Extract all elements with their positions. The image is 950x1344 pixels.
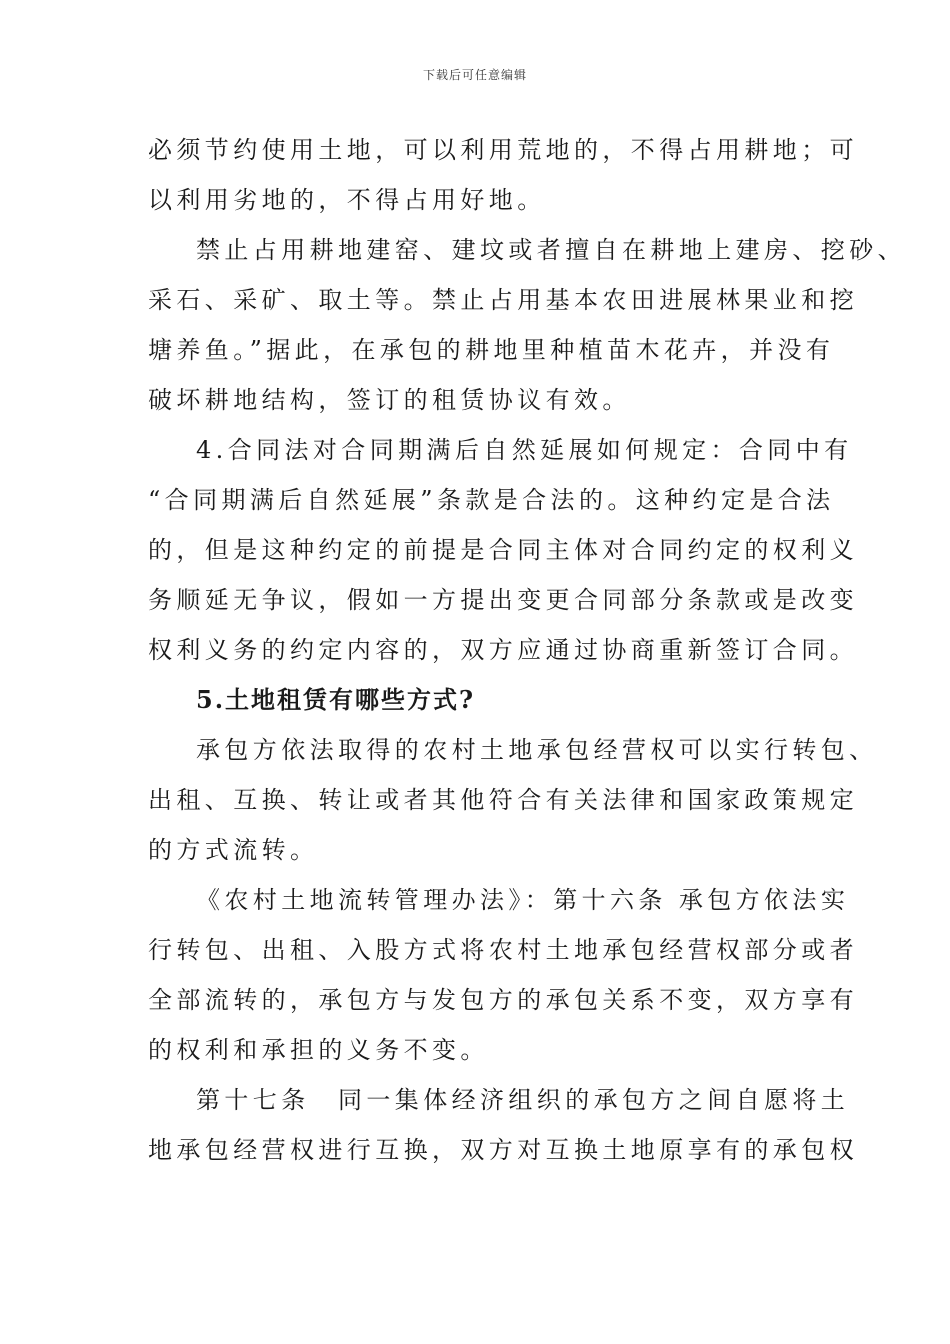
text-line: 权利义务的约定内容的，双方应通过协商重新签订合同。 [148,636,858,664]
text-line: 行转包、出租、入股方式将农村土地承包经营权部分或者 [148,936,858,964]
text-line: 全部流转的，承包方与发包方的承包关系不变，双方享有 [148,986,858,1014]
text-line: 禁止占用耕地建窑、建坟或者擅自在耕地上建房、挖砂、 [196,236,906,264]
section-heading: 5.土地租赁有哪些方式? [196,685,476,714]
text-line: 必须节约使用土地，可以利用荒地的，不得占用耕地；可 [148,136,858,164]
text-line: 的，但是这种约定的前提是合同主体对合同约定的权利义 [148,536,858,564]
text-line: 塘养鱼。”据此，在承包的耕地里种植苗木花卉，并没有 [148,336,835,364]
text-line: 破坏耕地结构，签订的租赁协议有效。 [148,386,631,414]
text-line: 《农村土地流转管理办法》：第十六条 承包方依法实 [196,886,850,914]
text-line: 4.合同法对合同期满后自然延展如何规定：合同中有 [196,436,853,464]
text-line: 采石、采矿、取土等。禁止占用基本农田进展林果业和挖 [148,286,858,314]
text-line: 务顺延无争议，假如一方提出变更合同部分条款或是改变 [148,586,858,614]
text-line: 以利用劣地的，不得占用好地。 [148,186,546,214]
text-line: 地承包经营权进行互换，双方对互换土地原享有的承包权 [148,1136,858,1164]
text-line: “合同期满后自然延展”条款是合法的。这种约定是合法 [148,486,835,514]
text-line: 的权利和承担的义务不变。 [148,1036,489,1064]
text-line: 出租、互换、转让或者其他符合有关法律和国家政策规定 [148,786,858,814]
text-line: 的方式流转。 [148,836,319,864]
text-line: 承包方依法取得的农村土地承包经营权可以实行转包、 [196,736,878,764]
text-line: 第十七条 同一集体经济组织的承包方之间自愿将土 [196,1086,850,1114]
page-header: 下载后可任意编辑 [422,68,527,82]
